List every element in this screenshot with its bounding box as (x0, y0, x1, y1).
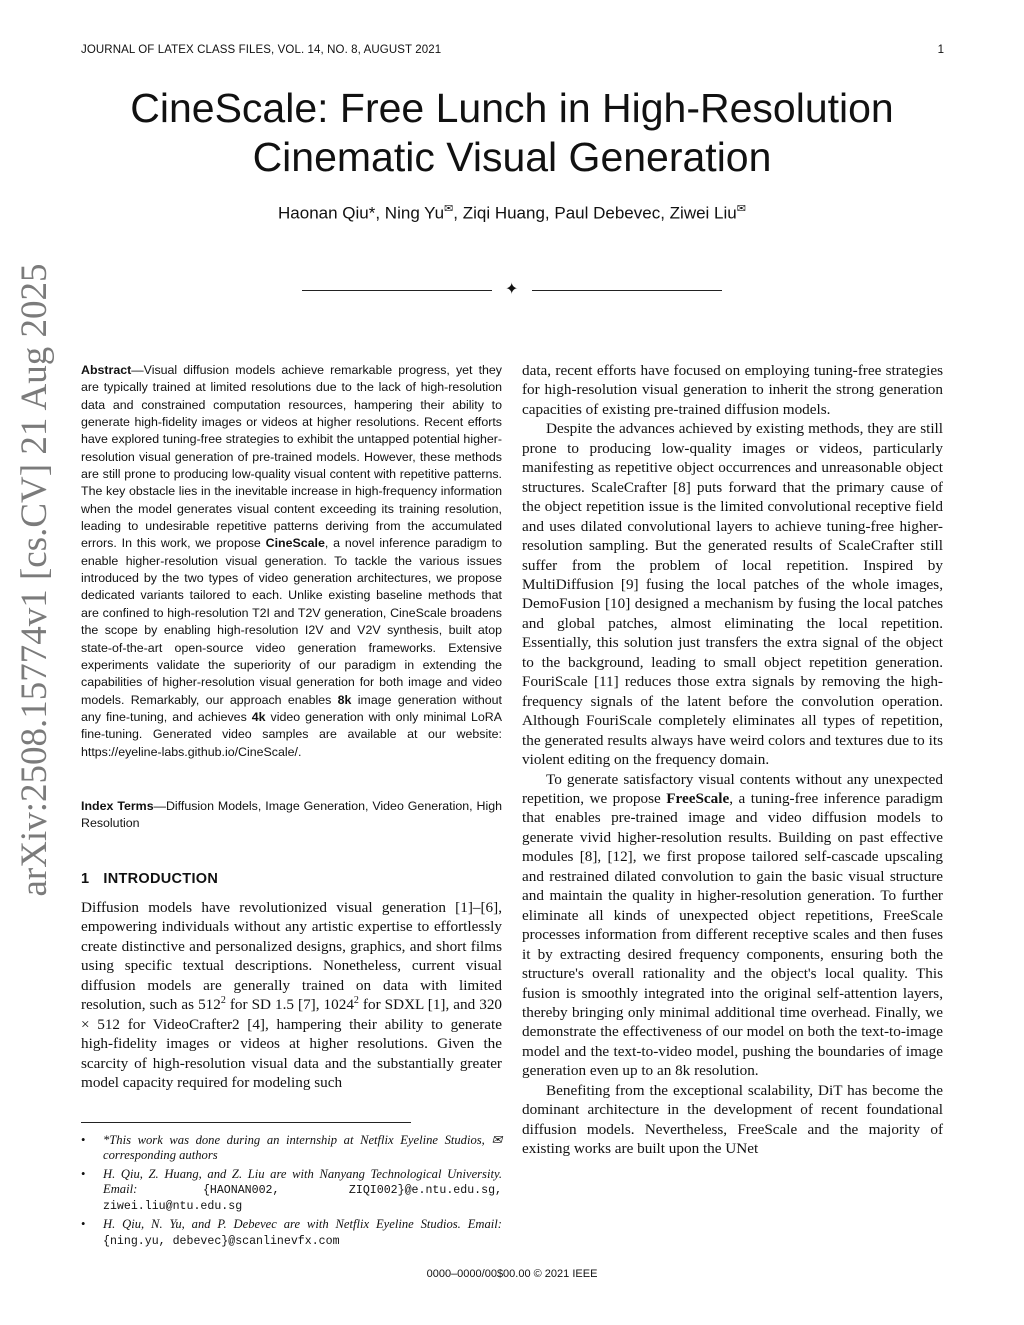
footnote-item (81, 1167, 502, 1215)
abstract-text-2: , a novel inference paradigm to enable higher-resolution visual generation. To tackle the various issues introduced by the two types of video generation architectures, we propose dedicated variants tailored to each. Unlike existing baseline methods that are confined to high-resolution T2I and T2V generation, CineScale broadens the scope by enabling high-resolution I2V and V2V synthesis, built atop state-of-the-art open-source video generation frameworks. Extensive experiments validate the superiority of our paradigm in extending the capabilities of higher-resolution visual generation for both image and video models. Remarkably, our approach enables (81, 536, 502, 707)
title-line-2: Cinematic Visual Generation (252, 134, 772, 180)
author-list (0, 202, 1024, 224)
footnote-email: {HAONAN002, ZIQI002}@e.ntu.edu.sg, ziwei.liu@ntu.edu.sg (103, 1183, 502, 1214)
abstract-bold-4k: 4k (251, 709, 266, 724)
envelope-icon: ✉ (736, 203, 746, 215)
intro-left-text-1: Diffusion models have revolutionized visual generation [1]–[6], empowering individuals without any artistic expertise to effortlessly create distinctive and personalized designs, graphics, and short films using specific textual descriptions. Nonetheless, current visual diffusion models are generally trained on data with limited resolution, such as 512 (81, 899, 502, 1014)
paragraph (522, 770, 943, 1081)
paragraph: data, recent efforts have focused on employing tuning-free strategies for high-resolution visual generation to inherit the strong generation capacities of existing pre-trained diffusion models. (522, 362, 943, 418)
superscript: 2 (220, 995, 226, 1007)
freescale-bold: FreeScale (666, 789, 730, 807)
bullet-icon: • (81, 1133, 86, 1147)
abstract-bold-8k: 8k (337, 692, 352, 707)
separator-diamond-icon: ✦ (505, 281, 519, 298)
abstract-label: Abstract (81, 363, 132, 377)
intro-left-text-3: for SDXL [1], and 320 × 512 for VideoCrafter2 [4], hampering their ability to generate high-fidelity images or videos at higher resolutions. Given the scarcity of high-resolution visual data and the substantially greater model capacity required for modeling such (81, 996, 503, 1092)
footnote-item (81, 1133, 502, 1164)
section-title: INTRODUCTION (103, 871, 219, 887)
footnote-rule (81, 1122, 411, 1123)
intro-left-text-2: for SD 1.5 [7], 1024 (225, 996, 354, 1014)
paragraph-text: To generate satisfactory visual contents without any unexpected repetition, we propose (522, 770, 943, 807)
bullet-icon: • (81, 1166, 86, 1181)
envelope-icon: ✉ (444, 203, 454, 215)
section-number: 1 (81, 871, 90, 887)
abstract-text-1: —Visual diffusion models achieve remarkable progress, yet they are typically trained at limited resolutions due to the lack of high-resolution data and constrained computation resources, hampering their ability to generate high-fidelity images or videos at higher resolutions. Recent efforts have explored tuning-free strategies to exhibit the untapped potential higher-resolution visual generation of pre-trained models. However, these methods are still prone to producing low-quality visual content with repetitive patterns. The key obstacle lies in the inevitable increase in high-frequency information when the model generates visual content exceeding its training resolution, leading to undesirable repetitive patterns deriving from the accumulated errors. In this work, we propose (81, 363, 502, 551)
paper-title (0, 84, 1024, 182)
page-number: 1 (937, 44, 944, 56)
superscript: 2 (353, 995, 359, 1007)
abstract-bold-cinescale: CineScale (265, 536, 325, 551)
arxiv-stamp: arXiv:2508.15774v1 [cs.CV] 21 Aug 2025 (14, 263, 55, 897)
footnote-item (81, 1217, 502, 1249)
abstract-text-4: video generation with only minimal LoRA fine-tuning. Generated video samples are available at our website: https://eyeline-labs.github.io/CineScale/. (81, 709, 502, 759)
copyright-footer: 0000–0000/00$00.00 © 2021 IEEE (426, 1268, 598, 1280)
abstract-text-3: image generation without any fine-tuning, and achieves (81, 692, 502, 724)
paragraph: Despite the advances achieved by existing methods, they are still prone to producing low-quality images or videos, particularly manifesting as repetitive object occurrences and unreasonable object structures. ScaleCrafter [8] puts forward that the primary cause of the object repetition issue is the limited convolutional receptive field and uses dilated convolutional layers to achieve tuning-free higher-resolution sampling. But the generated results of ScaleCrafter still suffer from the problem of local repetition. Inspired by MultiDiffusion [9] fusing the local patches of the whole images, DemoFusion [10] designed a mechanism by fusing the local patches and global patches, almost eliminating the local repetition. Essentially, this solution just transfers the extra signal of the object to the background, leading to small object repetition generation. FouriScale [11] reduces those extra signals by removing the high-frequency signals of the latent before the convolution operation. Although FouriScale completely eliminates all types of repetition, the generated results always have weird colors and textures due to its violent editing on the frequency domain. (522, 420, 943, 769)
index-terms-text: —Diffusion Models, Image Generation, Video Generation, High Resolution (81, 799, 502, 831)
paragraph-text: , a tuning-free inference paradigm that enables pre-trained image and video diffusion models to generate vivid higher-resolution results. Building on past effective modules [8], [12], we first propose tailored self-cascade upscaling and restrained dilated convolution to gain the basic visual structure and maintain the quality in higher-resolution generation. To further eliminate all kinds of unexpected object repetitions, FreeScale processes information from different receptive scales and then fuses it by extracting desired frequency components, ensuring both the structure's overall rationality and the object's local quality. This fusion is smoothly integrated into the original self-attention layers, thereby bringing only minimal additional time overhead. Finally, we demonstrate the effectiveness of our model on both the text-to-image model and the text-to-video model, pushing the boundaries of image generation even up to an 8k resolution. (522, 789, 943, 1080)
index-terms (81, 798, 502, 833)
footnote-email: {ning.yu, debevec}@scanlinevfx.com (103, 1234, 340, 1248)
paragraph: Benefiting from the exceptional scalability, DiT has become the dominant architecture in the development of recent foundational diffusion models. Nevertheless, FreeScale and the majority of existing works are built upon the UNet (522, 1081, 943, 1158)
title-line-1: CineScale: Free Lunch in High-Resolution (130, 85, 894, 131)
authors-part-2: , Ziqi Huang, Paul Debevec, Ziwei Liu (453, 203, 737, 223)
footnote-text: corresponding authors (103, 1148, 218, 1163)
abstract (81, 362, 502, 761)
intro-paragraph-left (81, 898, 502, 1093)
intro-column-right (522, 361, 943, 1159)
section-heading-introduction (81, 871, 218, 887)
envelope-icon: ✉ (491, 1133, 502, 1147)
footnote-text: *This work was done during an internship at Netflix Eyeline Studios, (103, 1133, 485, 1147)
separator-rule-right (532, 290, 722, 291)
index-terms-label: Index Terms (81, 799, 154, 813)
footnote-text: H. Qiu, Z. Huang, and Z. Liu are with Nanyang Technological University. Email: (103, 1166, 502, 1196)
bullet-icon: • (81, 1217, 86, 1232)
footnote-text: H. Qiu, N. Yu, and P. Debevec are with Netflix Eyeline Studios. Email: (103, 1217, 502, 1232)
separator-rule-left (302, 290, 492, 291)
footnotes (81, 1133, 502, 1252)
running-header: JOURNAL OF LATEX CLASS FILES, VOL. 14, NO. 8, AUGUST 2021 (81, 44, 442, 56)
authors-part-1: Haonan Qiu*, Ning Yu (278, 203, 445, 223)
